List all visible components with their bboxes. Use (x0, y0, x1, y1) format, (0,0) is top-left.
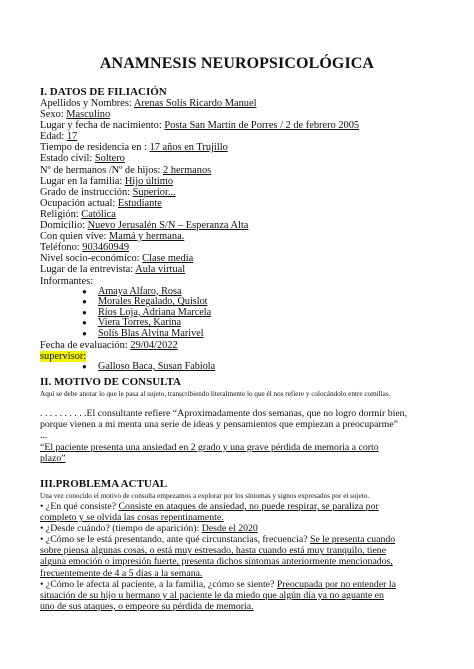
section-heading: II. MOTIVO DE CONSULTA (40, 376, 181, 388)
field-label: Sexo: (40, 109, 67, 121)
field-value: Aula virtual (135, 264, 186, 276)
field-value: 2 hermanos (163, 164, 212, 176)
section-filiacion (40, 86, 440, 372)
field-value: Hijo último (124, 175, 174, 187)
field-label: Tiempo de residencia en : (40, 142, 150, 154)
informantes-list (40, 287, 440, 340)
field-label: Grado de instrucción: (40, 186, 133, 198)
field-label: Lugar de la entrevista: (40, 264, 136, 276)
field-label: Domicilio: (40, 220, 88, 232)
field-row (40, 142, 440, 153)
field-value: Mamá y hermana. (108, 231, 185, 243)
section-heading: III.PROBLEMA ACTUAL (40, 478, 168, 490)
field-row (40, 253, 440, 264)
field-row (40, 209, 440, 220)
section-motivo (40, 376, 440, 464)
field-label: Nº de hermanos /Nº de hijos: (40, 164, 164, 176)
section-instruction: Aquí se debe anotar lo que le pasa al sujeto, transcribiendo literalmente lo que él nos refiere y colocándolo entre comillas. (40, 390, 391, 398)
field-label: Religión: (40, 208, 82, 220)
supervisor-label: supervisor: (40, 350, 87, 362)
fecha-evaluacion: Fecha de evaluación: 29/04/2022 (40, 339, 178, 351)
field-value: Masculino (66, 109, 111, 121)
informante-item: ● Amaya Alfaro, Rosa (40, 287, 440, 298)
field-value: Estudiante (117, 197, 162, 209)
informante-item: ● Morales Regalado, Quislot (40, 297, 440, 308)
field-row (40, 220, 440, 231)
field-row (40, 98, 440, 109)
field-value: 17 (66, 131, 78, 143)
field-row (40, 198, 440, 209)
field-label: Teléfono: (40, 242, 83, 254)
field-label: Con quien vive: (40, 231, 109, 243)
field-list (40, 98, 440, 276)
field-label: Lugar en la familia: (40, 175, 125, 187)
field-row (40, 264, 440, 275)
informante-item: ● Ríos Loja, Adriana Marcela (40, 308, 440, 319)
field-row (40, 231, 440, 242)
field-row (40, 120, 440, 131)
field-label: Nivel socio-económico: (40, 253, 143, 265)
question-3: • ¿Cómo se le está presentando, ante qué circunstancias, frecuencia? Se le presenta cuando sobre piensa algunas cosas, o está muy estresado, hasta cuando está muy tranquilo, tiene alguna emoción o impresión fuerte, presenta dichos síntomas anteriormente mencionados, frecuentemente de 4 a 5 días a la semana. (40, 534, 396, 579)
field-row (40, 165, 440, 176)
field-value: Superior... (132, 186, 176, 198)
question-1: • ¿En qué consiste? Consiste en ataques de ansiedad, no puede respirar, se paraliza por completo y se olvida las cosas repentinamente. (40, 501, 379, 524)
field-value: 903460949 (82, 242, 130, 254)
informante-item: ● Viera Torres, Karina (40, 318, 440, 329)
section-instruction: Una vez conocido el motivo de consulta empezamos a explorar por los síntomas y signos expresados por el sujeto. (40, 492, 370, 500)
question-4: • ¿Cómo le afecta al paciente, a la familia, ¿cómo se siente? Preocupada por no entender la situación de su hijo u hermano y al paciente le da miedo que algún día ya no aguante en uno de sus ataques, o empeore su pérdida de memoria. (40, 578, 396, 612)
field-value: Soltero (94, 153, 125, 165)
document-title: ANAMNESIS NEUROPSICOLÓGICA (99, 55, 375, 72)
field-value: Católica (81, 208, 116, 220)
field-row (40, 176, 440, 187)
question-2: • ¿Desde cuándo? (tiempo de aparición): Desde el 2020 (40, 523, 258, 535)
section-heading: I. DATOS DE FILIACIÓN (40, 86, 167, 98)
field-value: Posta San Martín de Porres / 2 de febrero 2005 (164, 120, 360, 132)
section-problema (40, 478, 440, 612)
supervisor-item: ● Galloso Baca, Susan Fabiola (40, 362, 440, 373)
field-label: Apellidos y Nombres: (40, 98, 134, 109)
field-value: 17 años en Trujillo (149, 142, 228, 154)
field-value: Arenas Solís Ricardo Manuel (133, 98, 257, 109)
informantes-label: Informantes: (40, 275, 94, 287)
field-row (40, 109, 440, 120)
field-row (40, 131, 440, 142)
field-label: Edad: (40, 131, 67, 143)
field-label: Estado civil: (40, 153, 95, 165)
quote-2: “El paciente presenta una ansiedad en 2 grado y una grave pérdida de memoria a corto plazo” (40, 442, 379, 464)
field-value: Clase media (142, 253, 194, 265)
field-row (40, 242, 440, 253)
quote-1: . . . . . . . . . .El consultante refiere “Aproximadamente dos semanas, que no logro dormir bien, porque vienen a mi menta una serie de ideas y pensamientos que empiezan a preocuparme” ... (40, 408, 408, 441)
field-label: Ocupación actual: (40, 197, 118, 209)
field-row (40, 153, 440, 164)
field-value: Nuevo Jerusalén S/N – Esperanza Alta (87, 220, 249, 232)
field-label: Lugar y fecha de nacimiento: (40, 120, 165, 132)
informante-item: ● Solís Blas Alvina Marivel (40, 329, 440, 340)
field-row (40, 187, 440, 198)
